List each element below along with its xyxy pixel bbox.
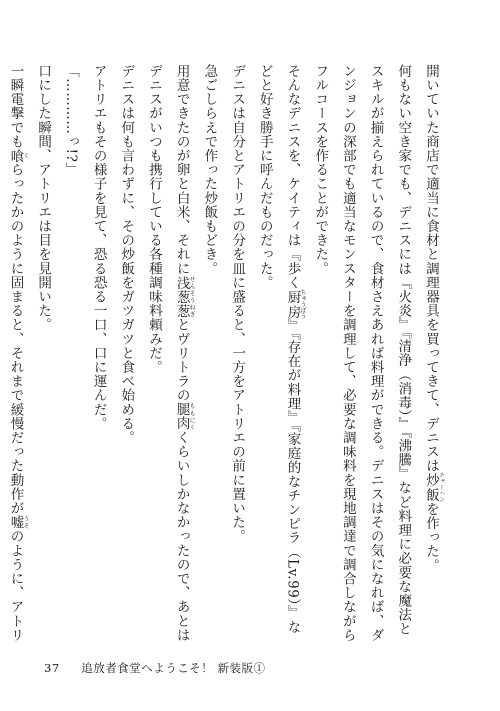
paragraph [84, 64, 112, 644]
ruby-reading: ちゅうぼう [298, 289, 306, 320]
ruby-word: 腿肉ももにく [173, 402, 196, 431]
text-run: アトリエもその様子を見て、恐る恐る一口、口に運んだ。 [90, 64, 107, 431]
ruby-reading: く [21, 148, 29, 163]
text-run: そんなデニスを、ケイティは『歩く [284, 64, 301, 290]
paragraph [139, 64, 194, 644]
paragraph [416, 64, 444, 644]
ruby-reading: ねぎ [188, 303, 196, 318]
text-run: 用意できたのが卵と白米、それに [173, 64, 190, 276]
text-run: 「…………っ!?」 [62, 64, 79, 177]
paragraph [28, 64, 56, 644]
text-run: らったかのように固まると、それまで緩慢だった動作が [7, 162, 24, 516]
text-run: くらいしかなかったので、あとはデニスがいつも携行している各種調味料頼みだ。 [145, 64, 190, 643]
ruby-word: 浅葱せんそう [173, 275, 196, 304]
text-run: 一瞬電撃でも [7, 64, 24, 149]
text-run: 開いていた商店で適当に食材と調理器具を買ってきて、デニスは [423, 64, 439, 473]
text-run: 口にした瞬間、アトリエは目を見開いた。 [35, 64, 52, 332]
paragraph [112, 64, 140, 644]
paragraph [222, 64, 250, 644]
page-number: 37 [44, 661, 60, 675]
text-run: とヴリトラの [173, 317, 190, 403]
ruby-word: 喰く [7, 148, 29, 163]
paragraph [0, 64, 28, 644]
text-run: デニスは自分とアトリエの分を皿に盛ると、一方をアトリエの前に置いた。 [229, 64, 246, 544]
text-run: 』『存在が料理』『家庭的なチンピラ（Lv.99）』などと好き勝手に呼んだものだった。 [256, 64, 301, 635]
ruby-word: 嘘うそ [7, 515, 29, 530]
text-run: 急ごしらえで作った炒飯もどき。 [201, 64, 218, 276]
ruby-reading: ももにく [188, 402, 196, 431]
ruby-word: 厨房ちゅうぼう [284, 289, 306, 320]
ruby-word: 葱ねぎ [173, 303, 196, 318]
text-run: 何もない空き家でも、デニスには『火炎』『清浄（消毒）』『沸騰』など料理に必要な魔法とスキルが揃えられているので、食材さえあれば料理ができる。デニスはその気になれば、ダンジョンの深部でも適当なモンスターを調理して、必要な調味料を現地調達で調合しながらフルコースを作ることができた。 [312, 64, 412, 643]
text-run: デニスは何も言わずに、その炒飯をガツガツと食べ始める。 [118, 64, 135, 445]
text-run: を作った。 [423, 502, 439, 573]
paragraph [195, 64, 223, 644]
ruby-reading: うそ [21, 515, 29, 530]
paragraph [250, 64, 305, 644]
paragraph [56, 64, 84, 644]
ruby-reading: チャーハン [437, 472, 445, 503]
page-footer [44, 660, 265, 676]
text-run: のように、アトリ [7, 529, 24, 643]
body-text [7, 64, 445, 644]
paragraph [305, 64, 416, 644]
ruby-reading: せんそう [188, 275, 196, 304]
ruby-word: 炒飯チャーハン [423, 472, 445, 503]
book-title: 追放者食堂へようこそ！ 新装版① [81, 661, 266, 675]
